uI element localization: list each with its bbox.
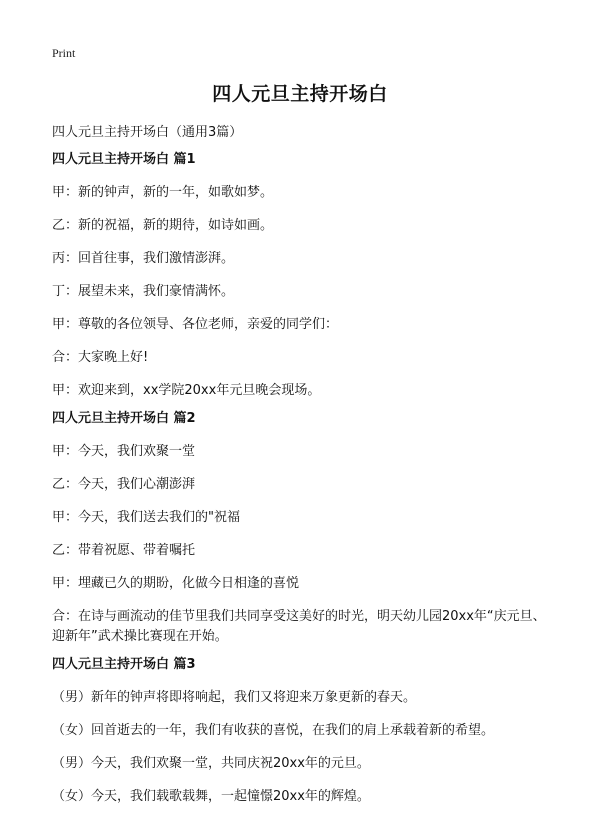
dialogue-line: （男）今天，我们欢聚一堂，共同庆祝20xx年的元旦。 bbox=[52, 756, 370, 771]
section-heading: 四人元旦主持开场白 篇2 bbox=[52, 411, 196, 426]
dialogue-line: 丙：回首往事，我们激情澎湃。 bbox=[52, 251, 235, 266]
document-subtitle: 四人元旦主持开场白（通用3篇） bbox=[52, 125, 243, 140]
dialogue-line: 合：大家晚上好! bbox=[52, 350, 149, 365]
dialogue-line: 甲：今天，我们送去我们的"祝福 bbox=[52, 510, 240, 525]
dialogue-line: 乙：带着祝愿、带着嘱托 bbox=[52, 543, 196, 558]
dialogue-line: 乙：新的祝福，新的期待，如诗如画。 bbox=[52, 218, 274, 233]
dialogue-line: 甲：今天，我们欢聚一堂 bbox=[52, 444, 196, 459]
dialogue-line: （男）新年的钟声将即将响起，我们又将迎来万象更新的春天。 bbox=[52, 690, 417, 705]
document-body bbox=[52, 150, 552, 807]
dialogue-line: 乙：今天，我们心潮澎湃 bbox=[52, 477, 196, 492]
section-heading: 四人元旦主持开场白 篇3 bbox=[52, 657, 196, 672]
dialogue-line: 甲：欢迎来到，xx学院20xx年元旦晚会现场。 bbox=[52, 383, 321, 398]
dialogue-line: 甲：尊敬的各位领导、各位老师，亲爱的同学们： bbox=[52, 317, 339, 332]
print-link[interactable]: Print bbox=[52, 46, 76, 60]
page-title: 四人元旦主持开场白 bbox=[212, 83, 388, 105]
dialogue-paragraph: 合：在诗与画流动的佳节里我们共同享受这美好的时光，明天幼儿园20xx年“庆元旦、迎新年”武术操比赛现在开始。 bbox=[52, 609, 546, 644]
dialogue-line: 甲：新的钟声，新的一年，如歌如梦。 bbox=[52, 185, 274, 200]
dialogue-line: 甲：埋藏已久的期盼，化做今日相逢的喜悦 bbox=[52, 576, 300, 591]
section-heading: 四人元旦主持开场白 篇1 bbox=[52, 152, 196, 167]
dialogue-line: （女）回首逝去的一年，我们有收获的喜悦，在我们的肩上承载着新的希望。 bbox=[52, 723, 495, 738]
dialogue-line: 丁：展望未来，我们豪情满怀。 bbox=[52, 284, 235, 299]
dialogue-line: （女）今天，我们载歌载舞，一起憧憬20xx年的辉煌。 bbox=[52, 789, 370, 804]
